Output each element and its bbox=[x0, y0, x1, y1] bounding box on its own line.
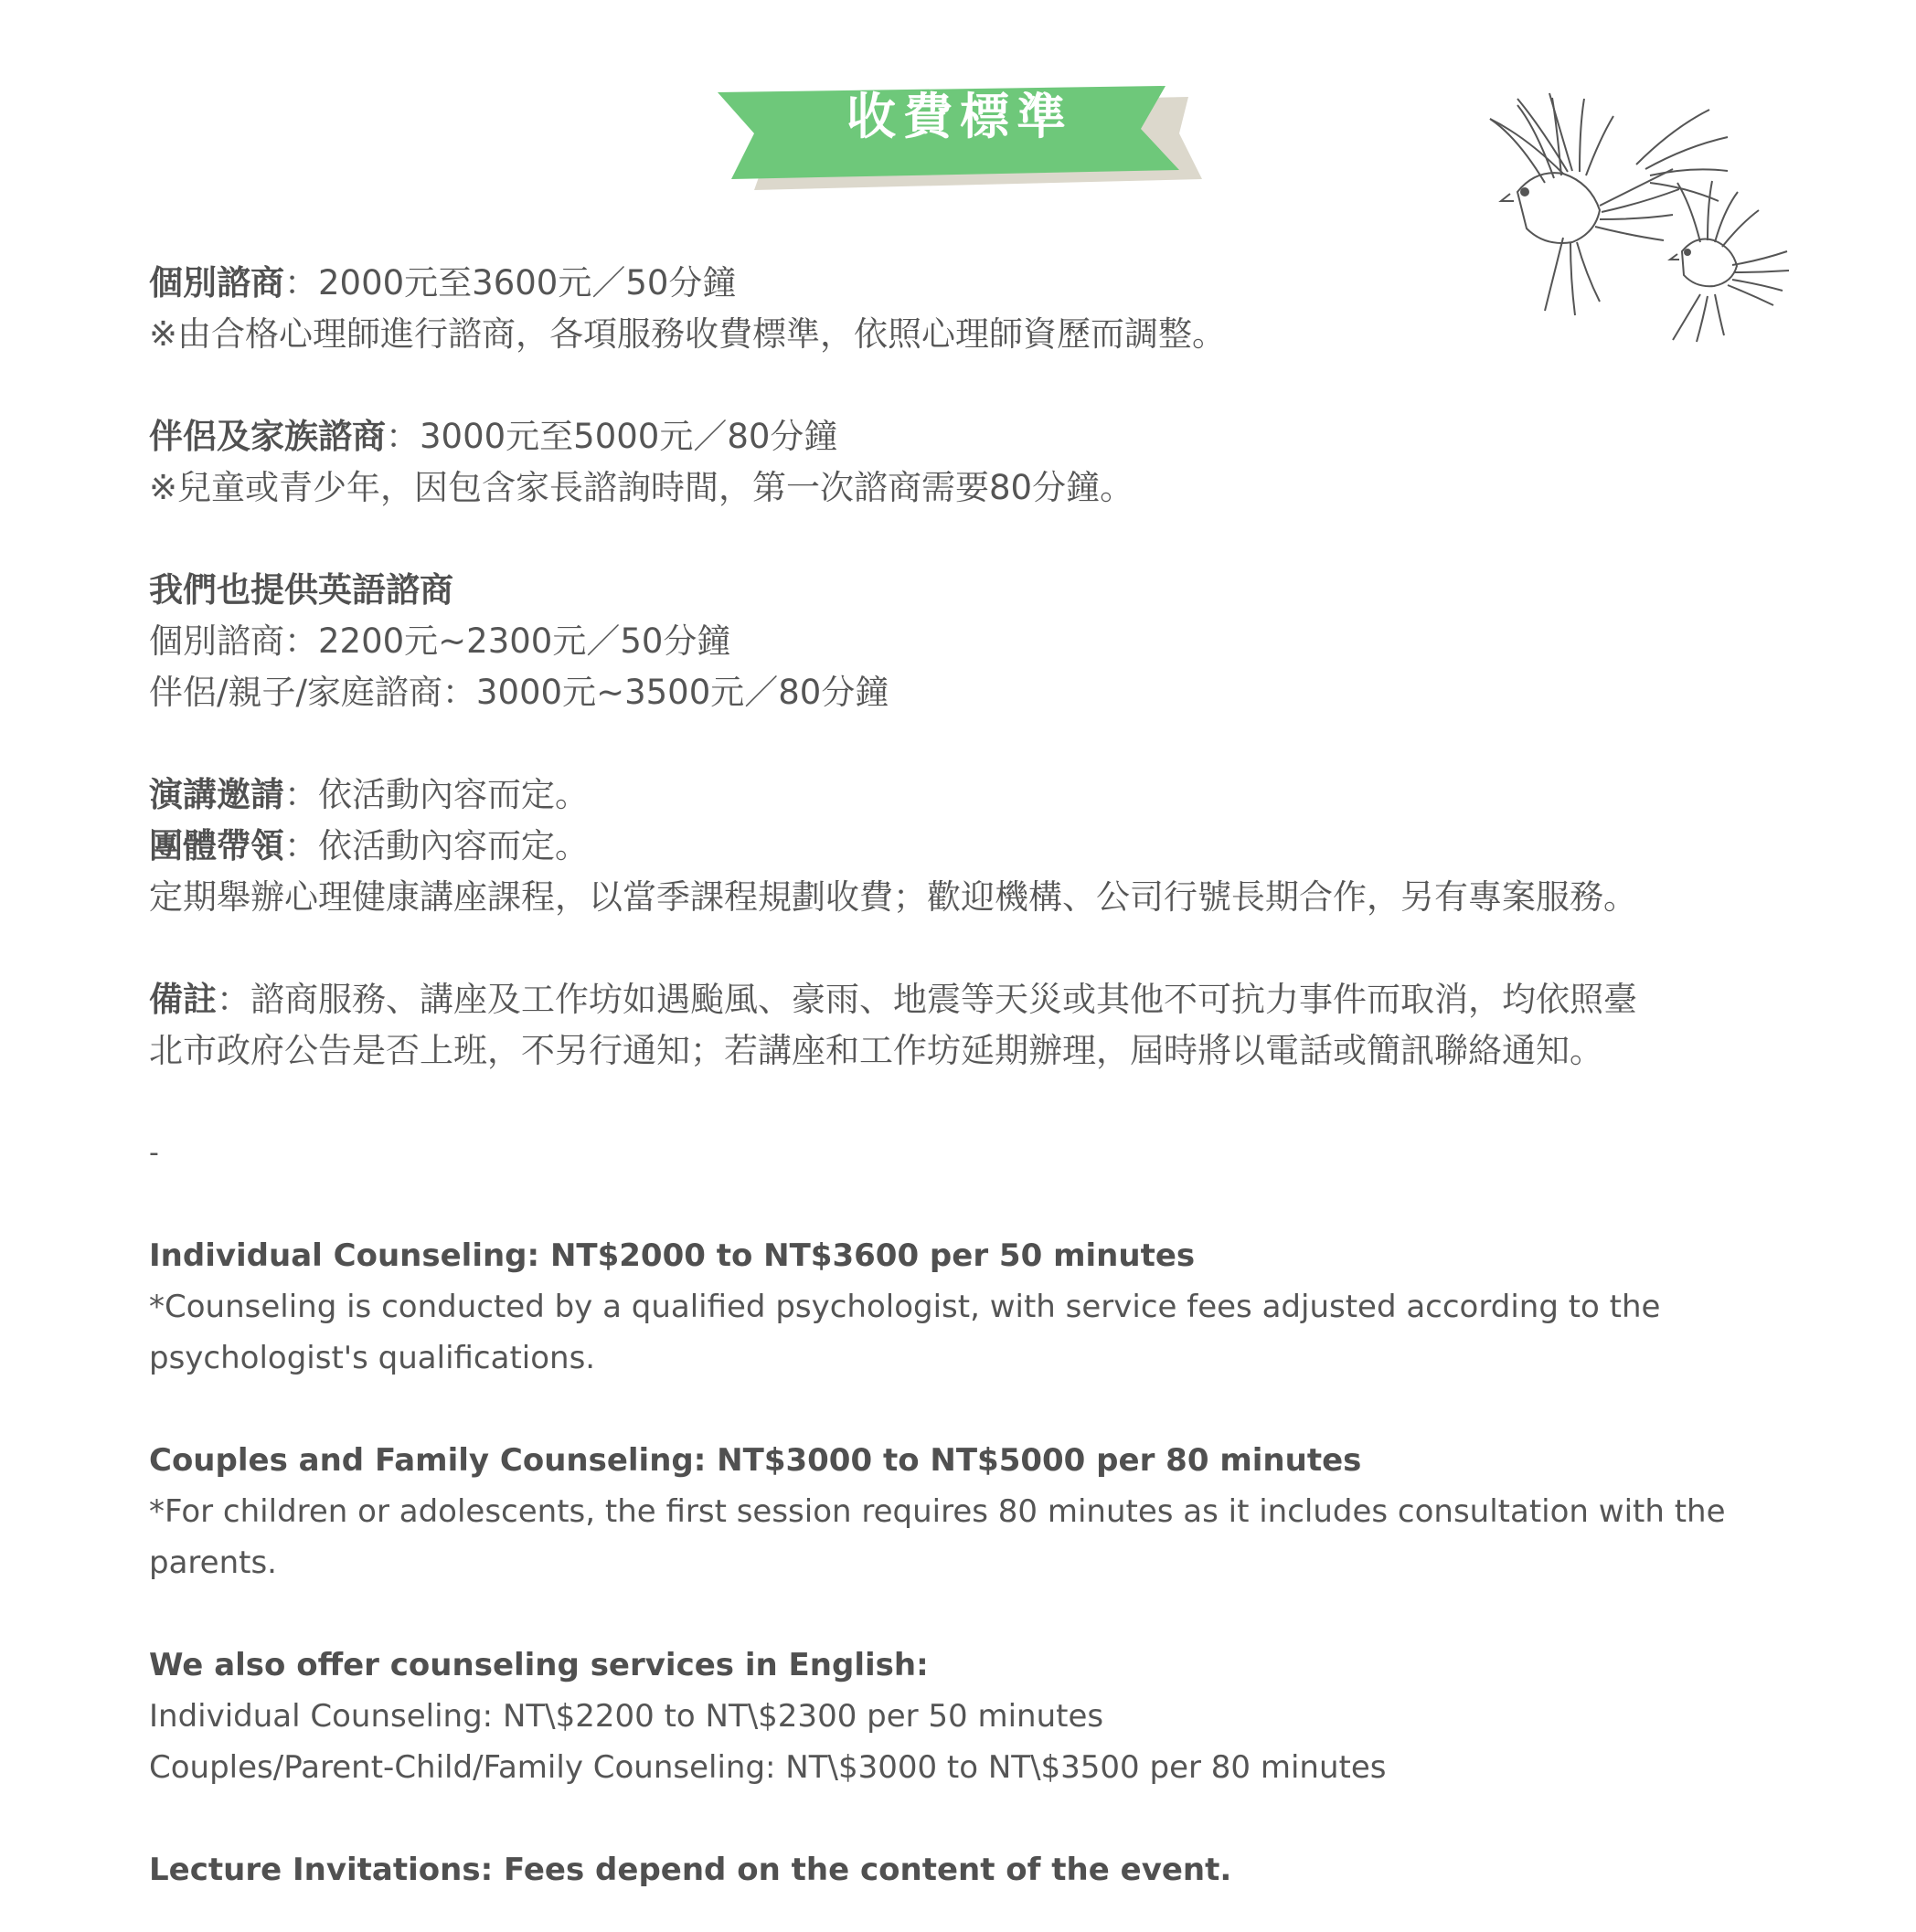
en-english-individual: Individual Counseling: NT\$2200 to NT\$2300 per 50 minutes bbox=[149, 1698, 1104, 1735]
en-english-couples: Couples/Parent-Child/Family Counseling: NT\$3000 to NT\$3500 per 80 minutes bbox=[149, 1749, 1387, 1786]
zh-couples-label: 伴侶及家族諮商 bbox=[149, 417, 386, 456]
separator: - bbox=[149, 1137, 159, 1169]
pricing-content bbox=[149, 258, 1776, 1895]
zh-couples-text: ：3000元至5000元／80分鐘 bbox=[386, 417, 838, 456]
zh-remark-cont: 北市政府公告是否上班，不另行通知；若講座和工作坊延期辦理，屆時將以電話或簡訊聯絡通知。 bbox=[149, 1031, 1603, 1070]
en-lecture: Lecture Invitations: Fees depend on the content of the event. bbox=[149, 1852, 1232, 1888]
zh-lecture bbox=[149, 770, 1776, 821]
zh-individual-label: 個別諮商 bbox=[149, 263, 284, 303]
zh-group-label: 團體帶領 bbox=[149, 826, 284, 865]
zh-individual-note: ※由合格心理師進行諮商，各項服務收費標準，依照心理師資歷而調整。 bbox=[149, 314, 1226, 354]
page-title: 收費標準 bbox=[846, 88, 1073, 145]
zh-individual bbox=[149, 258, 1776, 309]
zh-couples bbox=[149, 411, 1776, 462]
zh-group bbox=[149, 821, 1776, 872]
zh-english-individual: 個別諮商：2200元~2300元／50分鐘 bbox=[149, 621, 731, 661]
en-english-heading: We also offer counseling services in English: bbox=[149, 1647, 929, 1683]
en-couples-note: *For children or adolescents, the first session requires 80 minutes as it includes consultation with the parents. bbox=[149, 1493, 1726, 1581]
zh-english-heading: 我們也提供英語諮商 bbox=[149, 570, 453, 610]
zh-remark-text: ：諮商服務、講座及工作坊如遇颱風、豪雨、地震等天災或其他不可抗力事件而取消，均依照臺 bbox=[217, 980, 1637, 1019]
en-individual: Individual Counseling: NT$2000 to NT$3600 per 50 minutes bbox=[149, 1237, 1196, 1274]
zh-lecture-label: 演講邀請 bbox=[149, 775, 284, 814]
zh-regular: 定期舉辦心理健康講座課程，以當季課程規劃收費；歡迎機構、公司行號長期合作，另有專案服務。 bbox=[149, 877, 1637, 917]
zh-couples-note: ※兒童或青少年，因包含家長諮詢時間，第一次諮商需要80分鐘。 bbox=[149, 468, 1134, 507]
en-individual-note: *Counseling is conducted by a qualified psychologist, with service fees adjusted according to the psychologist's qualifications. bbox=[149, 1289, 1661, 1376]
zh-english-couples: 伴侶/親子/家庭諮商：3000元~3500元／80分鐘 bbox=[149, 673, 889, 712]
zh-remark bbox=[149, 974, 1776, 1025]
zh-remark-label: 備註 bbox=[149, 980, 217, 1019]
zh-group-text: ：依活動內容而定。 bbox=[284, 826, 589, 865]
zh-individual-text: ：2000元至3600元／50分鐘 bbox=[284, 263, 737, 303]
zh-lecture-text: ：依活動內容而定。 bbox=[284, 775, 589, 814]
en-couples: Couples and Family Counseling: NT$3000 to NT$5000 per 80 minutes bbox=[149, 1442, 1362, 1479]
